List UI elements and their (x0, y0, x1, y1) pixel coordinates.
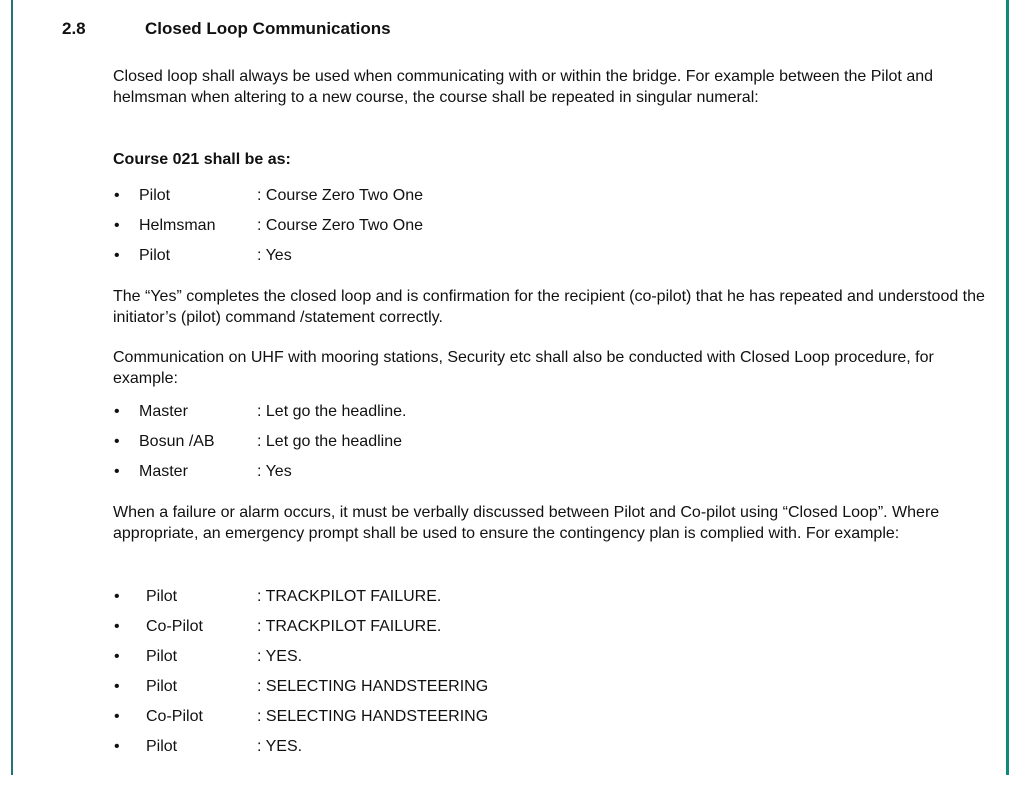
dialog-message: : SELECTING HANDSTEERING (257, 678, 489, 695)
course-heading: Course 021 shall be as: (113, 151, 291, 168)
right-margin-rule (1006, 0, 1009, 775)
bullet-icon: • (114, 187, 120, 204)
failure-paragraph: When a failure or alarm occurs, it must be verbally discussed between Pilot and Co-pilot using “Closed Loop”. Where appropriate, an emergency prompt shall be used to ensure the contingency plan is complied with. For example: (113, 504, 940, 542)
bullet-icon: • (114, 463, 120, 480)
section-number: 2.8 (62, 19, 86, 38)
yes-explanation-paragraph: The “Yes” completes the closed loop and is confirmation for the recipient (co-pilot) that he has repeated and understood the initiator’s (pilot) command /statement correctly. (113, 288, 985, 326)
bullet-icon: • (114, 618, 120, 635)
dialog-message: : SELECTING HANDSTEERING (257, 708, 489, 725)
bullet-icon: • (114, 403, 120, 420)
bullet-icon: • (114, 217, 120, 234)
dialog-speaker: Pilot (146, 678, 178, 695)
dialog-speaker: Master (139, 463, 188, 480)
dialog-message: : TRACKPILOT FAILURE. (257, 618, 442, 635)
dialog-speaker: Pilot (146, 738, 178, 755)
dialog-message: : Let go the headline (257, 433, 403, 450)
intro-paragraph: Closed loop shall always be used when communicating with or within the bridge. For example between the Pilot and helmsman when altering to a new course, the course shall be repeated in singular numeral: (113, 68, 934, 106)
bullet-icon: • (114, 433, 120, 450)
dialog-speaker: Bosun /AB (139, 433, 215, 450)
bullet-icon: • (114, 738, 120, 755)
uhf-paragraph: Communication on UHF with mooring stations, Security etc shall also be conducted with Closed Loop procedure, for example: (113, 349, 934, 387)
dialog-speaker: Pilot (139, 187, 171, 204)
dialog-message: : Yes (257, 463, 292, 480)
bullet-icon: • (114, 678, 120, 695)
dialog-message: : Let go the headline. (257, 403, 407, 420)
dialog-message: : TRACKPILOT FAILURE. (257, 588, 442, 605)
dialog-speaker: Co-Pilot (146, 708, 203, 725)
section-title: Closed Loop Communications (145, 19, 391, 38)
dialog-message: : YES. (257, 648, 303, 665)
dialog-speaker: Co-Pilot (146, 618, 203, 635)
bullet-icon: • (114, 648, 120, 665)
dialog-speaker: Pilot (139, 247, 171, 264)
dialog-message: : YES. (257, 738, 303, 755)
dialog-message: : Course Zero Two One (257, 217, 423, 234)
dialog-speaker: Pilot (146, 588, 178, 605)
left-margin-rule (11, 0, 13, 775)
dialog-speaker: Master (139, 403, 188, 420)
dialog-speaker: Pilot (146, 648, 178, 665)
bullet-icon: • (114, 708, 120, 725)
dialog-message: : Yes (257, 247, 292, 264)
dialog-speaker: Helmsman (139, 217, 216, 234)
bullet-icon: • (114, 588, 120, 605)
bullet-icon: • (114, 247, 120, 264)
dialog-message: : Course Zero Two One (257, 187, 423, 204)
